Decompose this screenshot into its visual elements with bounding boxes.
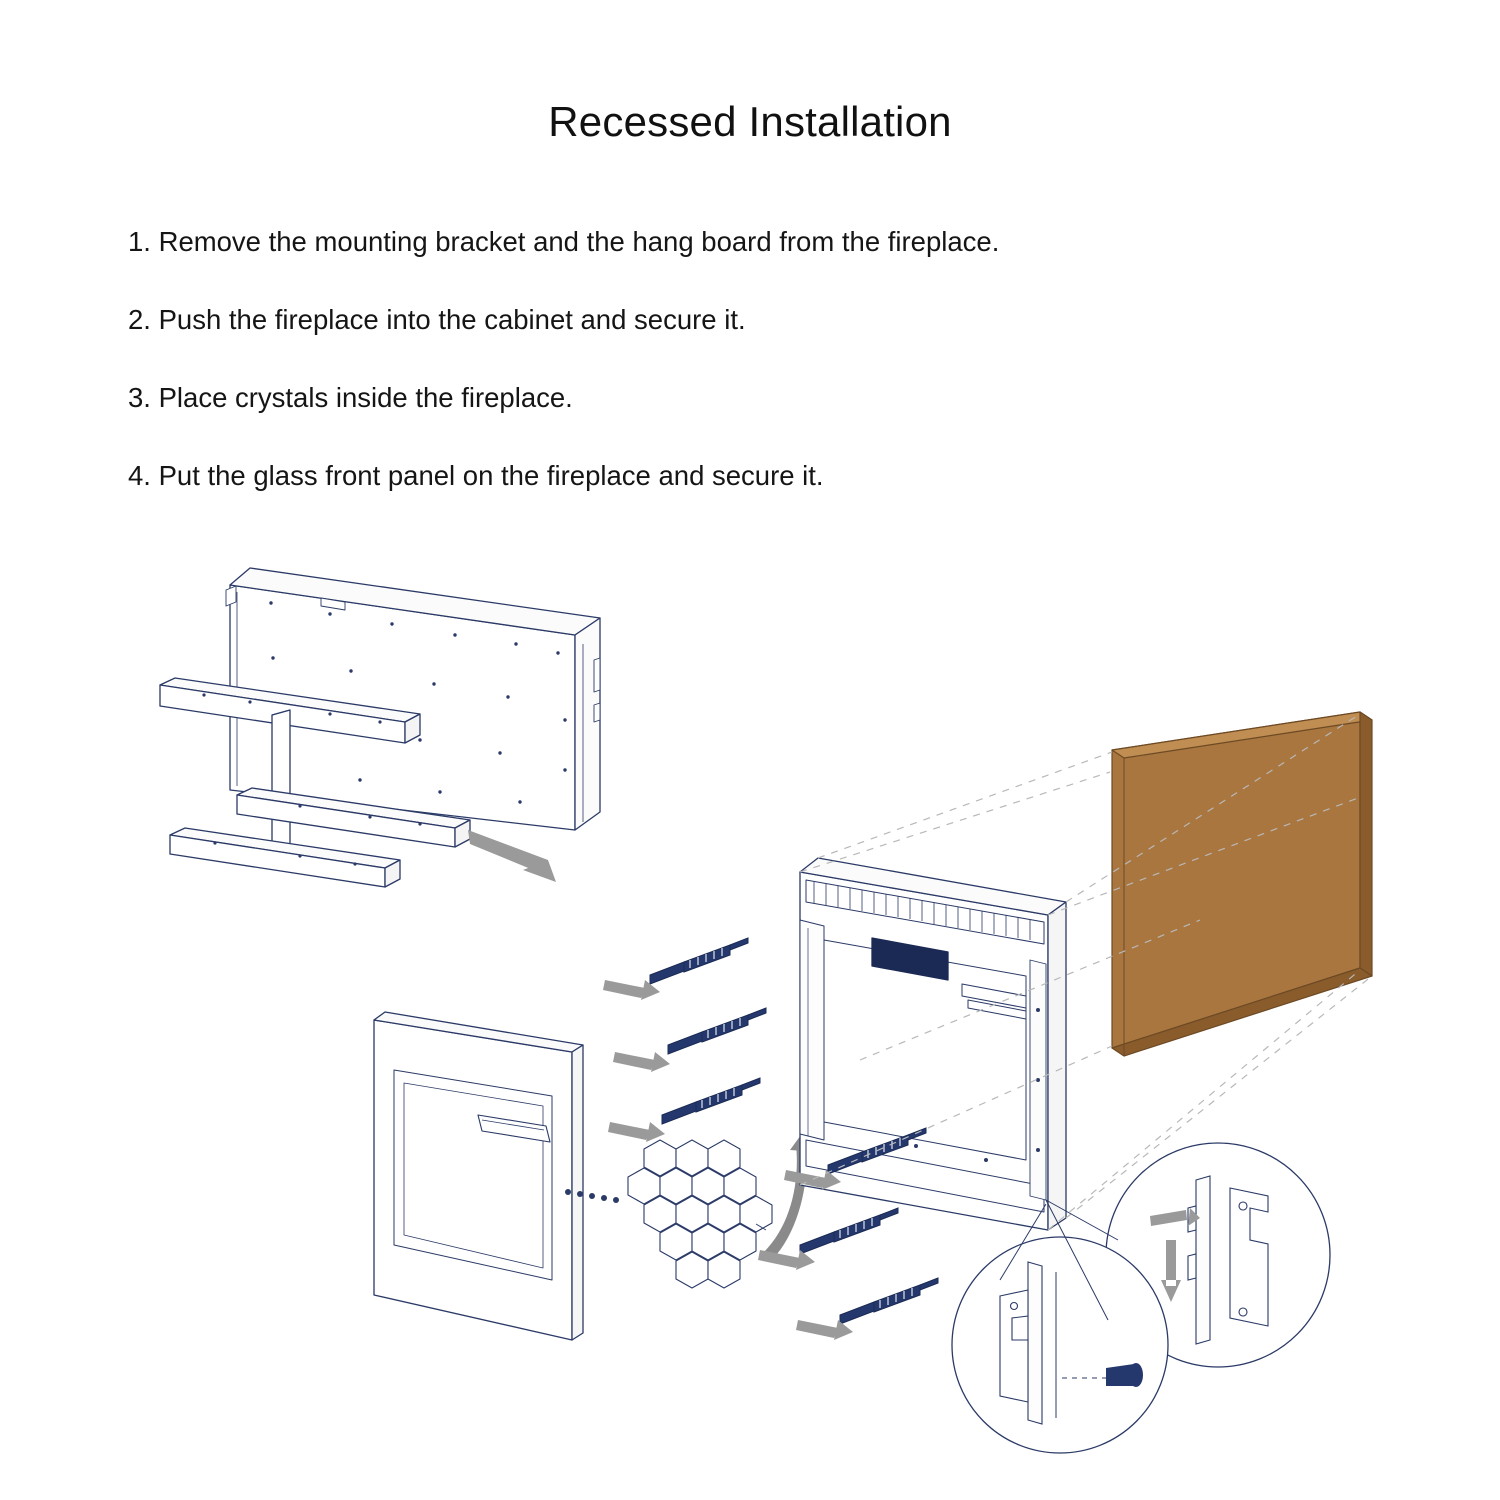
glass-front-panel [374, 1012, 619, 1340]
recessed-installation-exploded-view [0, 540, 1500, 1500]
list-item [128, 459, 1408, 492]
step-number: 4. [128, 460, 151, 491]
steps-list [128, 225, 1408, 537]
step-text: Push the fireplace into the cabinet and secure it. [158, 304, 746, 335]
step-number: 1. [128, 226, 151, 257]
list-item [128, 381, 1408, 414]
screw [840, 1278, 938, 1324]
step-text: Place crystals inside the fireplace. [158, 382, 573, 413]
fireplace-body [800, 858, 1066, 1230]
screw [668, 1008, 766, 1054]
screw [662, 1078, 760, 1124]
list-item [128, 225, 1408, 258]
step-number: 2. [128, 304, 151, 335]
list-item [128, 303, 1408, 336]
crystals [628, 1140, 772, 1288]
remove-bracket-arrow [468, 830, 556, 882]
detail-callout-left [952, 1237, 1168, 1453]
step-text: Put the glass front panel on the fireplace and secure it. [158, 460, 824, 491]
screw [800, 1208, 898, 1254]
page-title: Recessed Installation [548, 98, 952, 145]
screw [650, 938, 748, 984]
step-text: Remove the mounting bracket and the hang board from the fireplace. [158, 226, 1000, 257]
wall-cabinet-recess [1112, 712, 1372, 1056]
step-number: 3. [128, 382, 151, 413]
